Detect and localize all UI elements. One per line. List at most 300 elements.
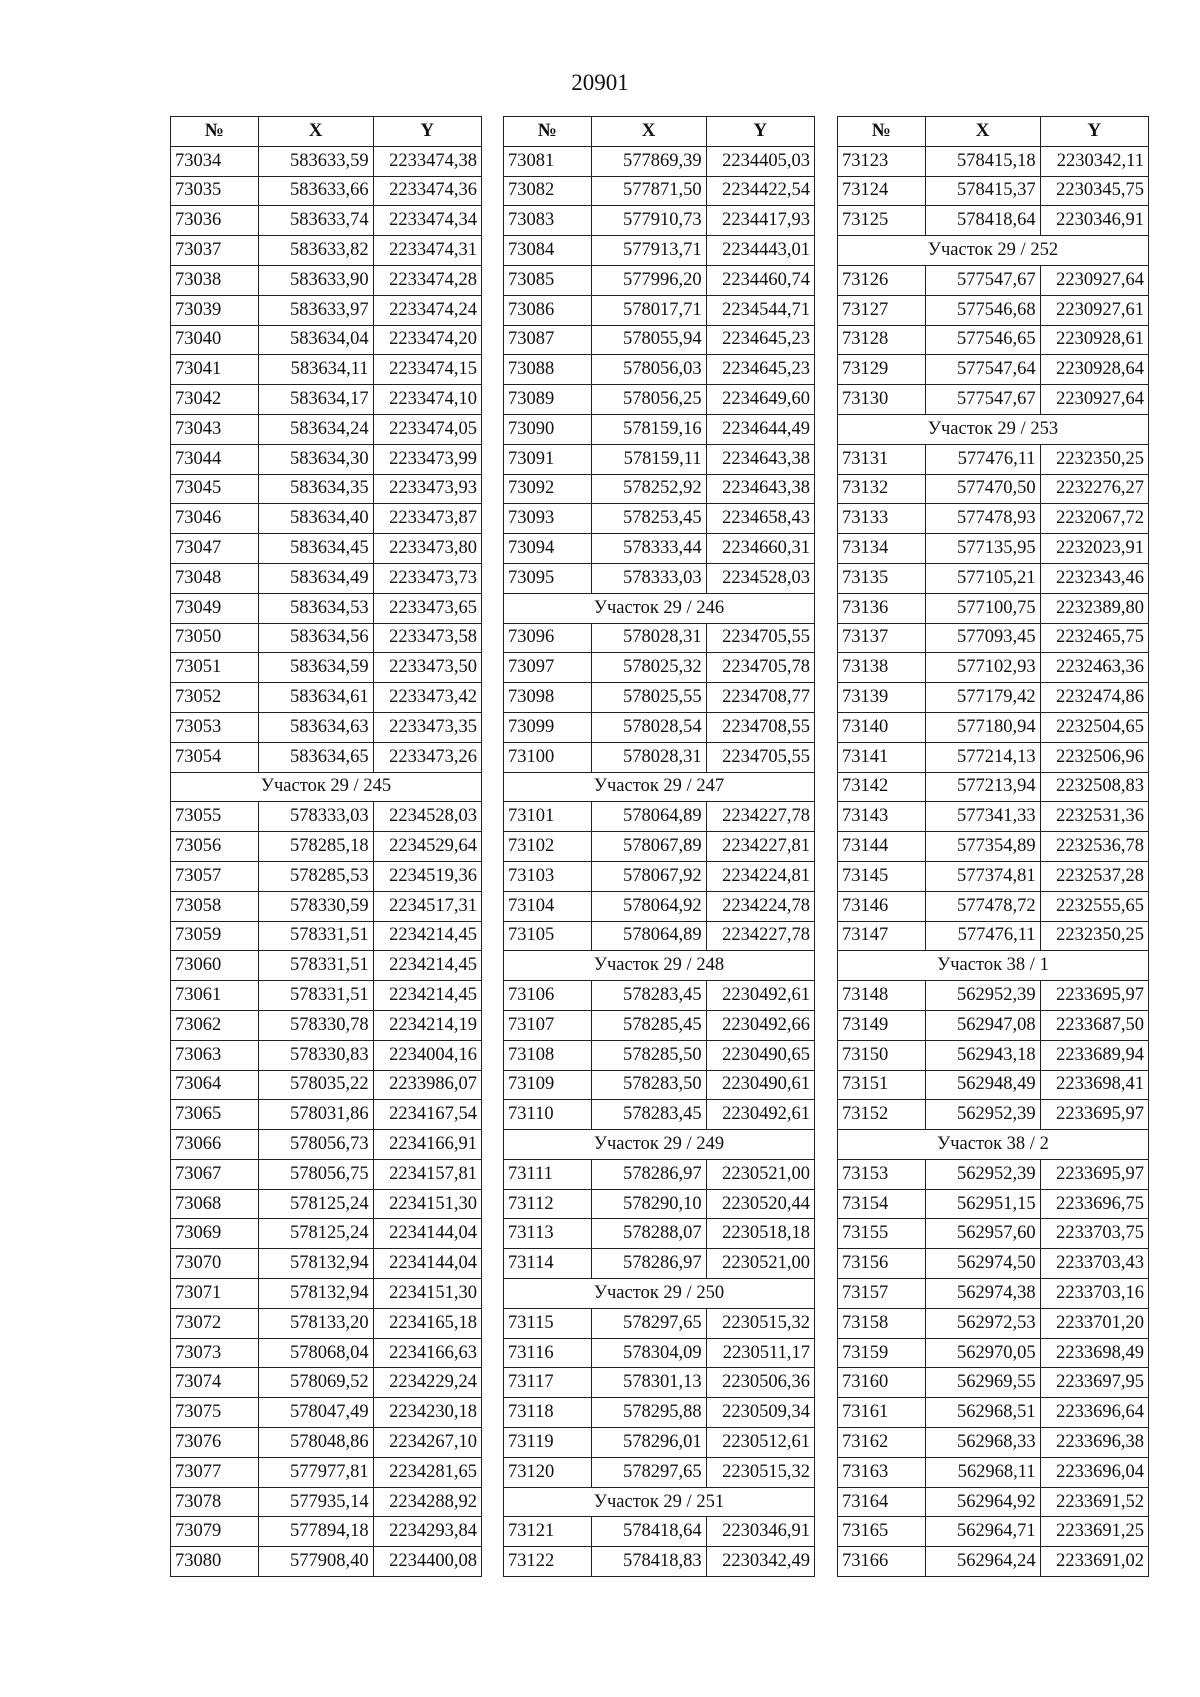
y-coordinate: 2233474,05 bbox=[373, 414, 481, 444]
table-row bbox=[838, 146, 1149, 176]
point-number: 73090 bbox=[504, 414, 592, 444]
point-number: 73036 bbox=[171, 206, 259, 236]
section-label: Участок 29 / 246 bbox=[504, 593, 815, 623]
x-coordinate: 578253,45 bbox=[591, 504, 706, 534]
x-coordinate: 577910,73 bbox=[591, 206, 706, 236]
y-coordinate: 2233703,16 bbox=[1040, 1279, 1148, 1309]
point-number: 73155 bbox=[838, 1219, 926, 1249]
table-row bbox=[838, 385, 1149, 415]
y-coordinate: 2234165,18 bbox=[373, 1308, 481, 1338]
x-coordinate: 577871,50 bbox=[591, 176, 706, 206]
y-coordinate: 2234227,78 bbox=[706, 921, 814, 951]
table-row bbox=[838, 981, 1149, 1011]
y-coordinate: 2232506,96 bbox=[1040, 742, 1148, 772]
y-coordinate: 2233473,35 bbox=[373, 712, 481, 742]
x-coordinate: 578288,07 bbox=[591, 1219, 706, 1249]
section-header-row bbox=[504, 772, 815, 802]
y-coordinate: 2233474,20 bbox=[373, 325, 481, 355]
x-coordinate: 577547,67 bbox=[925, 265, 1040, 295]
y-coordinate: 2233473,58 bbox=[373, 623, 481, 653]
x-coordinate: 583633,59 bbox=[258, 146, 373, 176]
point-number: 73060 bbox=[171, 951, 259, 981]
x-coordinate: 583634,61 bbox=[258, 683, 373, 713]
x-coordinate: 578069,52 bbox=[258, 1368, 373, 1398]
table-row bbox=[504, 981, 815, 1011]
section-label: Участок 29 / 248 bbox=[504, 951, 815, 981]
point-number: 73138 bbox=[838, 653, 926, 683]
x-coordinate: 577180,94 bbox=[925, 712, 1040, 742]
y-coordinate: 2233697,95 bbox=[1040, 1368, 1148, 1398]
y-coordinate: 2234405,03 bbox=[706, 146, 814, 176]
y-coordinate: 2233473,99 bbox=[373, 444, 481, 474]
table-row bbox=[504, 385, 815, 415]
table-row bbox=[171, 1010, 482, 1040]
y-coordinate: 2234529,64 bbox=[373, 832, 481, 862]
point-number: 73038 bbox=[171, 265, 259, 295]
table-row bbox=[504, 921, 815, 951]
y-coordinate: 2232023,91 bbox=[1040, 534, 1148, 564]
x-coordinate: 578283,50 bbox=[591, 1070, 706, 1100]
y-coordinate: 2234705,55 bbox=[706, 623, 814, 653]
point-number: 73044 bbox=[171, 444, 259, 474]
point-number: 73133 bbox=[838, 504, 926, 534]
table-row bbox=[838, 1159, 1149, 1189]
y-coordinate: 2234224,81 bbox=[706, 861, 814, 891]
y-coordinate: 2233695,97 bbox=[1040, 1159, 1148, 1189]
table-row bbox=[504, 325, 815, 355]
point-number: 73146 bbox=[838, 891, 926, 921]
section-label: Участок 38 / 1 bbox=[838, 951, 1149, 981]
point-number: 73064 bbox=[171, 1070, 259, 1100]
x-coordinate: 578415,18 bbox=[925, 146, 1040, 176]
y-coordinate: 2232537,28 bbox=[1040, 861, 1148, 891]
table-row bbox=[504, 444, 815, 474]
y-coordinate: 2234224,78 bbox=[706, 891, 814, 921]
y-coordinate: 2234645,23 bbox=[706, 355, 814, 385]
y-coordinate: 2234417,93 bbox=[706, 206, 814, 236]
x-coordinate: 578286,97 bbox=[591, 1249, 706, 1279]
point-number: 73062 bbox=[171, 1010, 259, 1040]
x-coordinate: 562968,51 bbox=[925, 1398, 1040, 1428]
table-row bbox=[838, 265, 1149, 295]
y-coordinate: 2230512,61 bbox=[706, 1428, 814, 1458]
table-row bbox=[171, 921, 482, 951]
x-coordinate: 578028,54 bbox=[591, 712, 706, 742]
x-coordinate: 577213,94 bbox=[925, 772, 1040, 802]
point-number: 73110 bbox=[504, 1100, 592, 1130]
table-row bbox=[838, 1219, 1149, 1249]
coordinate-table-1 bbox=[170, 116, 482, 1577]
point-number: 73107 bbox=[504, 1010, 592, 1040]
table-row bbox=[171, 1517, 482, 1547]
x-coordinate: 577894,18 bbox=[258, 1517, 373, 1547]
point-number: 73056 bbox=[171, 832, 259, 862]
table-row bbox=[171, 712, 482, 742]
table-row bbox=[171, 1159, 482, 1189]
y-coordinate: 2233473,26 bbox=[373, 742, 481, 772]
point-number: 73166 bbox=[838, 1547, 926, 1577]
table-row bbox=[504, 563, 815, 593]
x-coordinate: 578125,24 bbox=[258, 1219, 373, 1249]
x-coordinate: 578056,75 bbox=[258, 1159, 373, 1189]
table-row bbox=[838, 444, 1149, 474]
point-number: 73040 bbox=[171, 325, 259, 355]
x-coordinate: 578132,94 bbox=[258, 1249, 373, 1279]
y-coordinate: 2234167,54 bbox=[373, 1100, 481, 1130]
x-coordinate: 577100,75 bbox=[925, 593, 1040, 623]
y-coordinate: 2234658,43 bbox=[706, 504, 814, 534]
x-coordinate: 562972,53 bbox=[925, 1308, 1040, 1338]
table-row bbox=[838, 1189, 1149, 1219]
table-row bbox=[171, 1308, 482, 1338]
point-number: 73141 bbox=[838, 742, 926, 772]
x-coordinate: 578285,45 bbox=[591, 1010, 706, 1040]
x-coordinate: 577478,93 bbox=[925, 504, 1040, 534]
y-coordinate: 2233691,25 bbox=[1040, 1517, 1148, 1547]
table-row bbox=[838, 1547, 1149, 1577]
table-row bbox=[171, 206, 482, 236]
point-number: 73094 bbox=[504, 534, 592, 564]
table-row bbox=[504, 1428, 815, 1458]
point-number: 73116 bbox=[504, 1338, 592, 1368]
y-coordinate: 2230515,32 bbox=[706, 1457, 814, 1487]
x-coordinate: 577105,21 bbox=[925, 563, 1040, 593]
point-number: 73045 bbox=[171, 474, 259, 504]
table-row bbox=[838, 1249, 1149, 1279]
y-coordinate: 2230346,91 bbox=[706, 1517, 814, 1547]
table-row bbox=[171, 1398, 482, 1428]
y-coordinate: 2230927,61 bbox=[1040, 295, 1148, 325]
y-coordinate: 2234422,54 bbox=[706, 176, 814, 206]
y-coordinate: 2230515,32 bbox=[706, 1308, 814, 1338]
y-coordinate: 2234151,30 bbox=[373, 1279, 481, 1309]
x-coordinate: 578017,71 bbox=[591, 295, 706, 325]
y-coordinate: 2233696,75 bbox=[1040, 1189, 1148, 1219]
y-coordinate: 2234528,03 bbox=[706, 563, 814, 593]
section-header-row bbox=[838, 414, 1149, 444]
x-coordinate: 562952,39 bbox=[925, 1100, 1040, 1130]
table-row bbox=[504, 414, 815, 444]
table-row bbox=[171, 504, 482, 534]
x-coordinate: 562968,11 bbox=[925, 1457, 1040, 1487]
point-number: 73120 bbox=[504, 1457, 592, 1487]
x-coordinate: 583634,40 bbox=[258, 504, 373, 534]
table-row bbox=[504, 1249, 815, 1279]
table-row bbox=[504, 1308, 815, 1338]
table-row bbox=[504, 1070, 815, 1100]
point-number: 73053 bbox=[171, 712, 259, 742]
y-coordinate: 2234157,81 bbox=[373, 1159, 481, 1189]
y-coordinate: 2230492,66 bbox=[706, 1010, 814, 1040]
x-coordinate: 583634,59 bbox=[258, 653, 373, 683]
x-coordinate: 562957,60 bbox=[925, 1219, 1040, 1249]
table-row bbox=[171, 563, 482, 593]
y-coordinate: 2234151,30 bbox=[373, 1189, 481, 1219]
y-coordinate: 2232350,25 bbox=[1040, 921, 1148, 951]
point-number: 73097 bbox=[504, 653, 592, 683]
point-number: 73096 bbox=[504, 623, 592, 653]
y-coordinate: 2232531,36 bbox=[1040, 802, 1148, 832]
x-coordinate: 583634,56 bbox=[258, 623, 373, 653]
point-number: 73079 bbox=[171, 1517, 259, 1547]
x-coordinate: 583634,49 bbox=[258, 563, 373, 593]
y-coordinate: 2230345,75 bbox=[1040, 176, 1148, 206]
y-coordinate: 2234708,55 bbox=[706, 712, 814, 742]
table-row bbox=[838, 295, 1149, 325]
table-row bbox=[171, 1487, 482, 1517]
y-coordinate: 2233695,97 bbox=[1040, 1100, 1148, 1130]
table-row bbox=[838, 1487, 1149, 1517]
table-row bbox=[171, 593, 482, 623]
table-row bbox=[504, 1368, 815, 1398]
y-coordinate: 2232067,72 bbox=[1040, 504, 1148, 534]
table-row bbox=[171, 623, 482, 653]
y-coordinate: 2233691,52 bbox=[1040, 1487, 1148, 1517]
table-row bbox=[171, 1457, 482, 1487]
table-row bbox=[504, 534, 815, 564]
table-row bbox=[171, 295, 482, 325]
y-coordinate: 2233689,94 bbox=[1040, 1040, 1148, 1070]
table-row bbox=[504, 1547, 815, 1577]
y-coordinate: 2232463,36 bbox=[1040, 653, 1148, 683]
y-coordinate: 2230506,36 bbox=[706, 1368, 814, 1398]
y-coordinate: 2234544,71 bbox=[706, 295, 814, 325]
x-coordinate: 577996,20 bbox=[591, 265, 706, 295]
x-coordinate: 578031,86 bbox=[258, 1100, 373, 1130]
x-coordinate: 577476,11 bbox=[925, 444, 1040, 474]
point-number: 73132 bbox=[838, 474, 926, 504]
y-coordinate: 2233473,73 bbox=[373, 563, 481, 593]
table-row bbox=[171, 891, 482, 921]
point-number: 73042 bbox=[171, 385, 259, 415]
point-number: 73139 bbox=[838, 683, 926, 713]
x-coordinate: 583634,17 bbox=[258, 385, 373, 415]
point-number: 73151 bbox=[838, 1070, 926, 1100]
y-coordinate: 2234517,31 bbox=[373, 891, 481, 921]
table-row bbox=[171, 1219, 482, 1249]
table-row bbox=[504, 1398, 815, 1428]
point-number: 73073 bbox=[171, 1338, 259, 1368]
table-row bbox=[171, 981, 482, 1011]
table-row bbox=[171, 1279, 482, 1309]
table-row bbox=[171, 1189, 482, 1219]
table-row bbox=[504, 1159, 815, 1189]
point-number: 73128 bbox=[838, 325, 926, 355]
y-coordinate: 2234519,36 bbox=[373, 861, 481, 891]
x-coordinate: 583634,45 bbox=[258, 534, 373, 564]
x-coordinate: 562952,39 bbox=[925, 1159, 1040, 1189]
table-row bbox=[504, 683, 815, 713]
table-row bbox=[171, 683, 482, 713]
table-row bbox=[838, 563, 1149, 593]
y-coordinate: 2230346,91 bbox=[1040, 206, 1148, 236]
y-coordinate: 2230927,64 bbox=[1040, 265, 1148, 295]
section-label: Участок 29 / 250 bbox=[504, 1279, 815, 1309]
point-number: 73047 bbox=[171, 534, 259, 564]
y-coordinate: 2234144,04 bbox=[373, 1249, 481, 1279]
table-row bbox=[504, 1517, 815, 1547]
table-row bbox=[171, 534, 482, 564]
y-coordinate: 2234214,45 bbox=[373, 921, 481, 951]
point-number: 73153 bbox=[838, 1159, 926, 1189]
y-coordinate: 2233698,49 bbox=[1040, 1338, 1148, 1368]
point-number: 73145 bbox=[838, 861, 926, 891]
point-number: 73069 bbox=[171, 1219, 259, 1249]
table-row bbox=[838, 1398, 1149, 1428]
y-coordinate: 2230490,61 bbox=[706, 1070, 814, 1100]
y-coordinate: 2232555,65 bbox=[1040, 891, 1148, 921]
y-coordinate: 2232536,78 bbox=[1040, 832, 1148, 862]
point-number: 73148 bbox=[838, 981, 926, 1011]
x-coordinate: 578330,83 bbox=[258, 1040, 373, 1070]
x-coordinate: 578252,92 bbox=[591, 474, 706, 504]
table-row bbox=[504, 504, 815, 534]
table-row bbox=[838, 1100, 1149, 1130]
table-row bbox=[171, 1249, 482, 1279]
header-number: № bbox=[838, 117, 926, 147]
y-coordinate: 2234144,04 bbox=[373, 1219, 481, 1249]
point-number: 73063 bbox=[171, 1040, 259, 1070]
y-coordinate: 2233474,28 bbox=[373, 265, 481, 295]
point-number: 73101 bbox=[504, 802, 592, 832]
y-coordinate: 2230520,44 bbox=[706, 1189, 814, 1219]
table-row bbox=[504, 474, 815, 504]
point-number: 73111 bbox=[504, 1159, 592, 1189]
x-coordinate: 578418,83 bbox=[591, 1547, 706, 1577]
y-coordinate: 2233687,50 bbox=[1040, 1010, 1148, 1040]
table-row bbox=[504, 146, 815, 176]
x-coordinate: 583633,74 bbox=[258, 206, 373, 236]
table-row bbox=[838, 623, 1149, 653]
table-row bbox=[504, 832, 815, 862]
x-coordinate: 578028,31 bbox=[591, 742, 706, 772]
x-coordinate: 578159,11 bbox=[591, 444, 706, 474]
x-coordinate: 583634,35 bbox=[258, 474, 373, 504]
point-number: 73098 bbox=[504, 683, 592, 713]
section-header-row bbox=[838, 236, 1149, 266]
point-number: 73082 bbox=[504, 176, 592, 206]
table-row bbox=[838, 772, 1149, 802]
point-number: 73108 bbox=[504, 1040, 592, 1070]
table-row bbox=[504, 236, 815, 266]
point-number: 73072 bbox=[171, 1308, 259, 1338]
table-row bbox=[838, 1517, 1149, 1547]
x-coordinate: 577869,39 bbox=[591, 146, 706, 176]
y-coordinate: 2230492,61 bbox=[706, 981, 814, 1011]
point-number: 73134 bbox=[838, 534, 926, 564]
x-coordinate: 562964,71 bbox=[925, 1517, 1040, 1547]
section-label: Участок 29 / 251 bbox=[504, 1487, 815, 1517]
y-coordinate: 2234214,45 bbox=[373, 951, 481, 981]
x-coordinate: 562951,15 bbox=[925, 1189, 1040, 1219]
y-coordinate: 2234227,81 bbox=[706, 832, 814, 862]
y-coordinate: 2234645,23 bbox=[706, 325, 814, 355]
point-number: 73050 bbox=[171, 623, 259, 653]
table-row bbox=[171, 1040, 482, 1070]
x-coordinate: 562970,05 bbox=[925, 1338, 1040, 1368]
y-coordinate: 2233473,50 bbox=[373, 653, 481, 683]
x-coordinate: 578048,86 bbox=[258, 1428, 373, 1458]
point-number: 73157 bbox=[838, 1279, 926, 1309]
y-coordinate: 2234214,45 bbox=[373, 981, 481, 1011]
point-number: 73163 bbox=[838, 1457, 926, 1487]
point-number: 73149 bbox=[838, 1010, 926, 1040]
y-coordinate: 2234443,01 bbox=[706, 236, 814, 266]
table-row bbox=[171, 414, 482, 444]
point-number: 73136 bbox=[838, 593, 926, 623]
y-coordinate: 2233696,38 bbox=[1040, 1428, 1148, 1458]
y-coordinate: 2230927,64 bbox=[1040, 385, 1148, 415]
point-number: 73074 bbox=[171, 1368, 259, 1398]
table-row bbox=[171, 265, 482, 295]
table-row bbox=[838, 832, 1149, 862]
table-row bbox=[838, 206, 1149, 236]
point-number: 73083 bbox=[504, 206, 592, 236]
table-row bbox=[171, 653, 482, 683]
section-header-row bbox=[504, 1130, 815, 1160]
x-coordinate: 578056,03 bbox=[591, 355, 706, 385]
y-coordinate: 2230509,34 bbox=[706, 1398, 814, 1428]
x-coordinate: 577546,68 bbox=[925, 295, 1040, 325]
point-number: 73126 bbox=[838, 265, 926, 295]
point-number: 73117 bbox=[504, 1368, 592, 1398]
x-coordinate: 577341,33 bbox=[925, 802, 1040, 832]
point-number: 73162 bbox=[838, 1428, 926, 1458]
y-coordinate: 2234460,74 bbox=[706, 265, 814, 295]
table-row bbox=[171, 832, 482, 862]
x-coordinate: 577093,45 bbox=[925, 623, 1040, 653]
x-coordinate: 578068,04 bbox=[258, 1338, 373, 1368]
header-number: № bbox=[504, 117, 592, 147]
x-coordinate: 562974,50 bbox=[925, 1249, 1040, 1279]
table-row bbox=[171, 176, 482, 206]
table-row bbox=[504, 1040, 815, 1070]
y-coordinate: 2230521,00 bbox=[706, 1159, 814, 1189]
x-coordinate: 578056,73 bbox=[258, 1130, 373, 1160]
x-coordinate: 578283,45 bbox=[591, 981, 706, 1011]
table-header-row bbox=[171, 117, 482, 147]
y-coordinate: 2232465,75 bbox=[1040, 623, 1148, 653]
y-coordinate: 2232504,65 bbox=[1040, 712, 1148, 742]
y-coordinate: 2233474,38 bbox=[373, 146, 481, 176]
point-number: 73055 bbox=[171, 802, 259, 832]
point-number: 73104 bbox=[504, 891, 592, 921]
point-number: 73071 bbox=[171, 1279, 259, 1309]
y-coordinate: 2232276,27 bbox=[1040, 474, 1148, 504]
table-row bbox=[504, 653, 815, 683]
section-label: Участок 29 / 252 bbox=[838, 236, 1149, 266]
table-row bbox=[171, 444, 482, 474]
table-row bbox=[504, 1010, 815, 1040]
table-row bbox=[171, 1547, 482, 1577]
x-coordinate: 578290,10 bbox=[591, 1189, 706, 1219]
x-coordinate: 562947,08 bbox=[925, 1010, 1040, 1040]
table-row bbox=[838, 325, 1149, 355]
table-row bbox=[838, 355, 1149, 385]
point-number: 73058 bbox=[171, 891, 259, 921]
point-number: 73114 bbox=[504, 1249, 592, 1279]
x-coordinate: 578301,13 bbox=[591, 1368, 706, 1398]
point-number: 73067 bbox=[171, 1159, 259, 1189]
point-number: 73049 bbox=[171, 593, 259, 623]
x-coordinate: 562948,49 bbox=[925, 1070, 1040, 1100]
x-coordinate: 578133,20 bbox=[258, 1308, 373, 1338]
table-row bbox=[838, 1457, 1149, 1487]
table-row bbox=[838, 1368, 1149, 1398]
section-header-row bbox=[171, 772, 482, 802]
x-coordinate: 578285,18 bbox=[258, 832, 373, 862]
table-row bbox=[171, 236, 482, 266]
